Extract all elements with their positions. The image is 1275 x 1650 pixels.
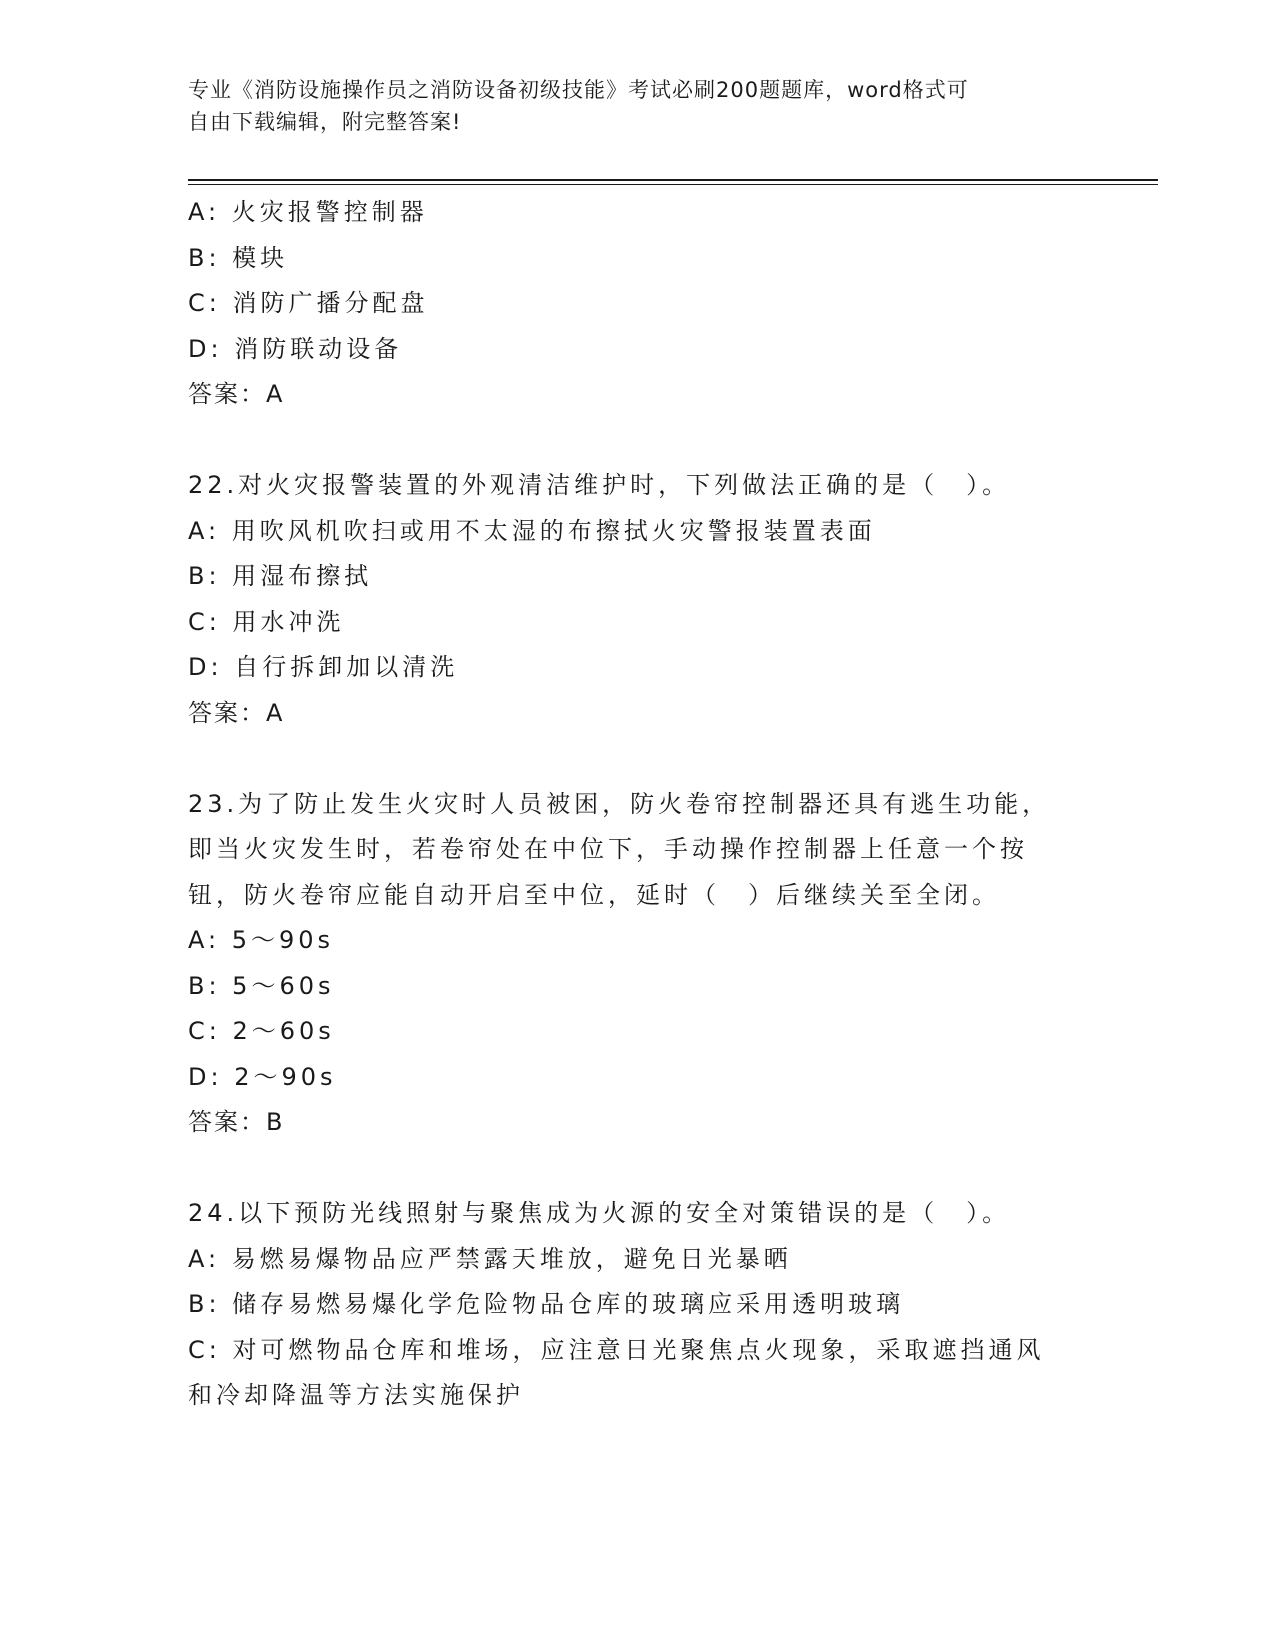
- option-c: C: 用水冲洗: [188, 607, 345, 636]
- answer: 答案：A: [188, 698, 285, 727]
- option-d: D: 自行拆卸加以清洗: [188, 653, 459, 681]
- option-b: B: 5～60s: [188, 971, 335, 1000]
- option-d: D: 2～90s: [188, 1062, 337, 1091]
- option-a: A: 易燃易爆物品应严禁露天堆放，避免日光暴晒: [188, 1244, 792, 1273]
- header-line-2: 自由下载编辑，附完整答案!: [188, 110, 462, 134]
- spacer: [188, 736, 1088, 782]
- question-stem-line-1: 23.为了防止发生火灾时人员被困，防火卷帘控制器还具有逃生功能，: [188, 789, 1051, 818]
- question-stem: 24.以下预防光线照射与聚焦成为火源的安全对策错误的是（ ）。: [188, 1199, 1011, 1227]
- option-c-line-1: C: 对可燃物品仓库和堆场，应注意日光聚焦点火现象，采取遮挡通风: [188, 1335, 1045, 1364]
- question-stem-line-2: 即当火灾发生时，若卷帘处在中位下，手动操作控制器上任意一个按: [188, 835, 1028, 863]
- header-rule-thick: [188, 179, 1158, 181]
- question-content: [188, 190, 1088, 1419]
- option-a: A: 火灾报警控制器: [188, 198, 428, 226]
- answer: 答案：B: [188, 1108, 285, 1136]
- option-c-line-2: 和冷却降温等方法实施保护: [188, 1381, 524, 1409]
- question-stem-line-3: 钮，防火卷帘应能自动开启至中位，延时（ ）后继续关至全闭。: [188, 880, 1000, 909]
- option-a: A: 用吹风机吹扫或用不太湿的布擦拭火灾警报装置表面: [188, 516, 876, 545]
- spacer: [188, 418, 1088, 464]
- option-c: C: 2～60s: [188, 1017, 335, 1045]
- question-24: [188, 1191, 1088, 1419]
- option-b: B: 用湿布擦拭: [188, 562, 373, 590]
- question-21: [188, 190, 1088, 418]
- question-stem: 22.对火灾报警装置的外观清洁维护时，下列做法正确的是（ ）。: [188, 471, 1011, 499]
- question-23: [188, 782, 1088, 1146]
- option-b: B: 储存易燃易爆化学危险物品仓库的玻璃应采用透明玻璃: [188, 1290, 905, 1318]
- option-c: C: 消防广播分配盘: [188, 289, 429, 317]
- option-a: A: 5～90s: [188, 926, 335, 954]
- answer: 答案：A: [188, 380, 285, 408]
- header-rule-thin: [188, 184, 1158, 185]
- question-22: [188, 463, 1088, 736]
- option-d: D: 消防联动设备: [188, 334, 403, 363]
- page-header: [188, 74, 1088, 138]
- spacer: [188, 1146, 1088, 1192]
- option-b: B: 模块: [188, 243, 289, 272]
- header-line-1: 专业《消防设施操作员之消防设备初级技能》考试必刷200题题库，word格式可: [188, 78, 969, 102]
